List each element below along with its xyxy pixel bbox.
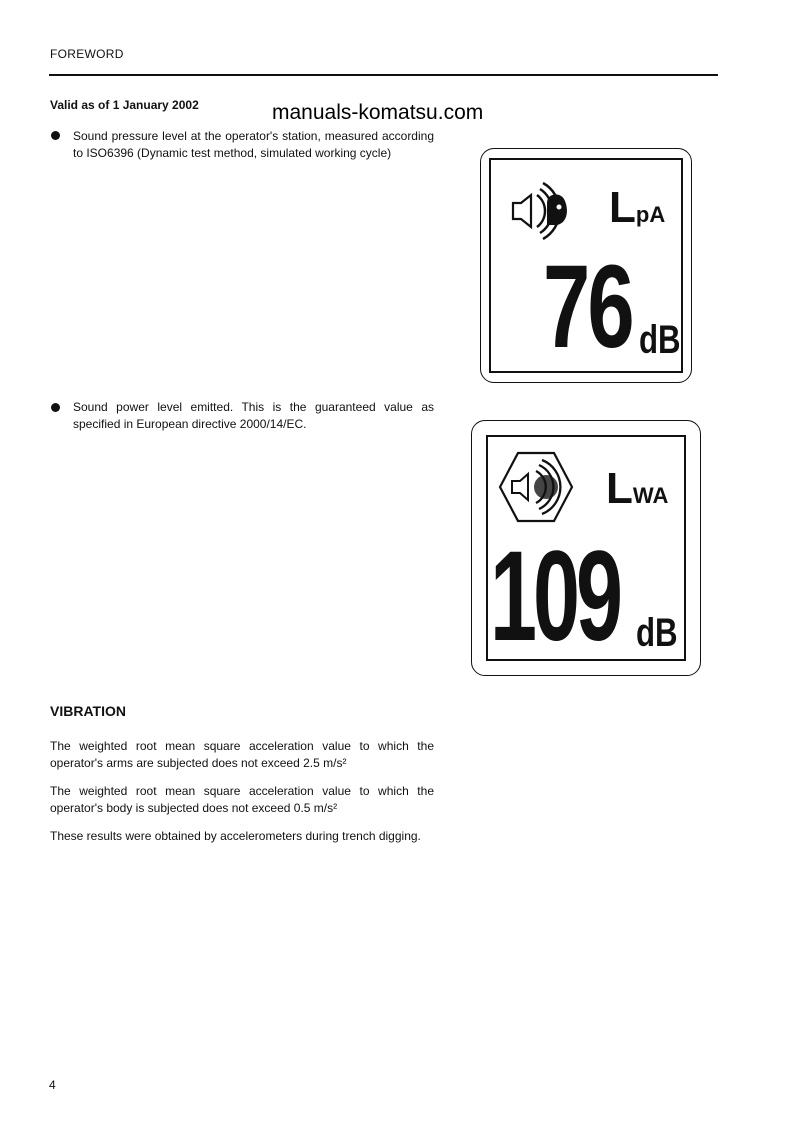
speaker-ear-icon <box>509 179 573 243</box>
header-rule <box>49 74 718 76</box>
lpa-value: 76 <box>543 241 632 373</box>
lpa-label-plate <box>480 148 692 383</box>
vibration-paragraph-method: These results were obtained by accelerometers during trench digging. <box>50 829 421 843</box>
lwa-label-inner <box>486 435 686 668</box>
bullet-text-sound-pressure: Sound pressure level at the operator's station, measured according to ISO6396 (Dynamic test method, simulated working cycle) <box>73 129 434 160</box>
vibration-paragraph-body: The weighted root mean square acceleration value to which the operator's body is subjected does not exceed 0.5 m/s² <box>50 784 434 815</box>
lpa-symbol-main: L <box>609 183 636 232</box>
lwa-symbol-sub: WA <box>632 483 669 508</box>
watermark: manuals-komatsu.com <box>272 101 484 124</box>
lpa-symbol <box>609 183 666 232</box>
valid-date: Valid as of 1 January 2002 <box>50 98 199 112</box>
vibration-paragraph-arms: The weighted root mean square acceleration value to which the operator's arms are subjected does not exceed 2.5 m/s² <box>50 739 434 770</box>
speaker-hexagon-icon <box>498 449 574 525</box>
vibration-heading: VIBRATION <box>50 703 126 719</box>
section-header: FOREWORD <box>50 47 124 61</box>
page-number: 4 <box>49 1078 56 1092</box>
bullet-dot <box>51 131 60 140</box>
bullet-text-sound-power: Sound power level emitted. This is the guaranteed value as specified in European directive 2000/14/EC. <box>73 400 434 431</box>
lwa-symbol <box>606 464 669 513</box>
lwa-unit: dB <box>636 611 678 655</box>
lpa-label-inner <box>489 158 683 373</box>
lpa-unit: dB <box>639 318 681 362</box>
lwa-label-plate <box>471 420 701 676</box>
bullet-dot <box>51 403 60 412</box>
lwa-value: 109 <box>490 525 620 668</box>
lpa-symbol-sub: pA <box>635 202 666 227</box>
lwa-symbol-main: L <box>606 464 633 513</box>
